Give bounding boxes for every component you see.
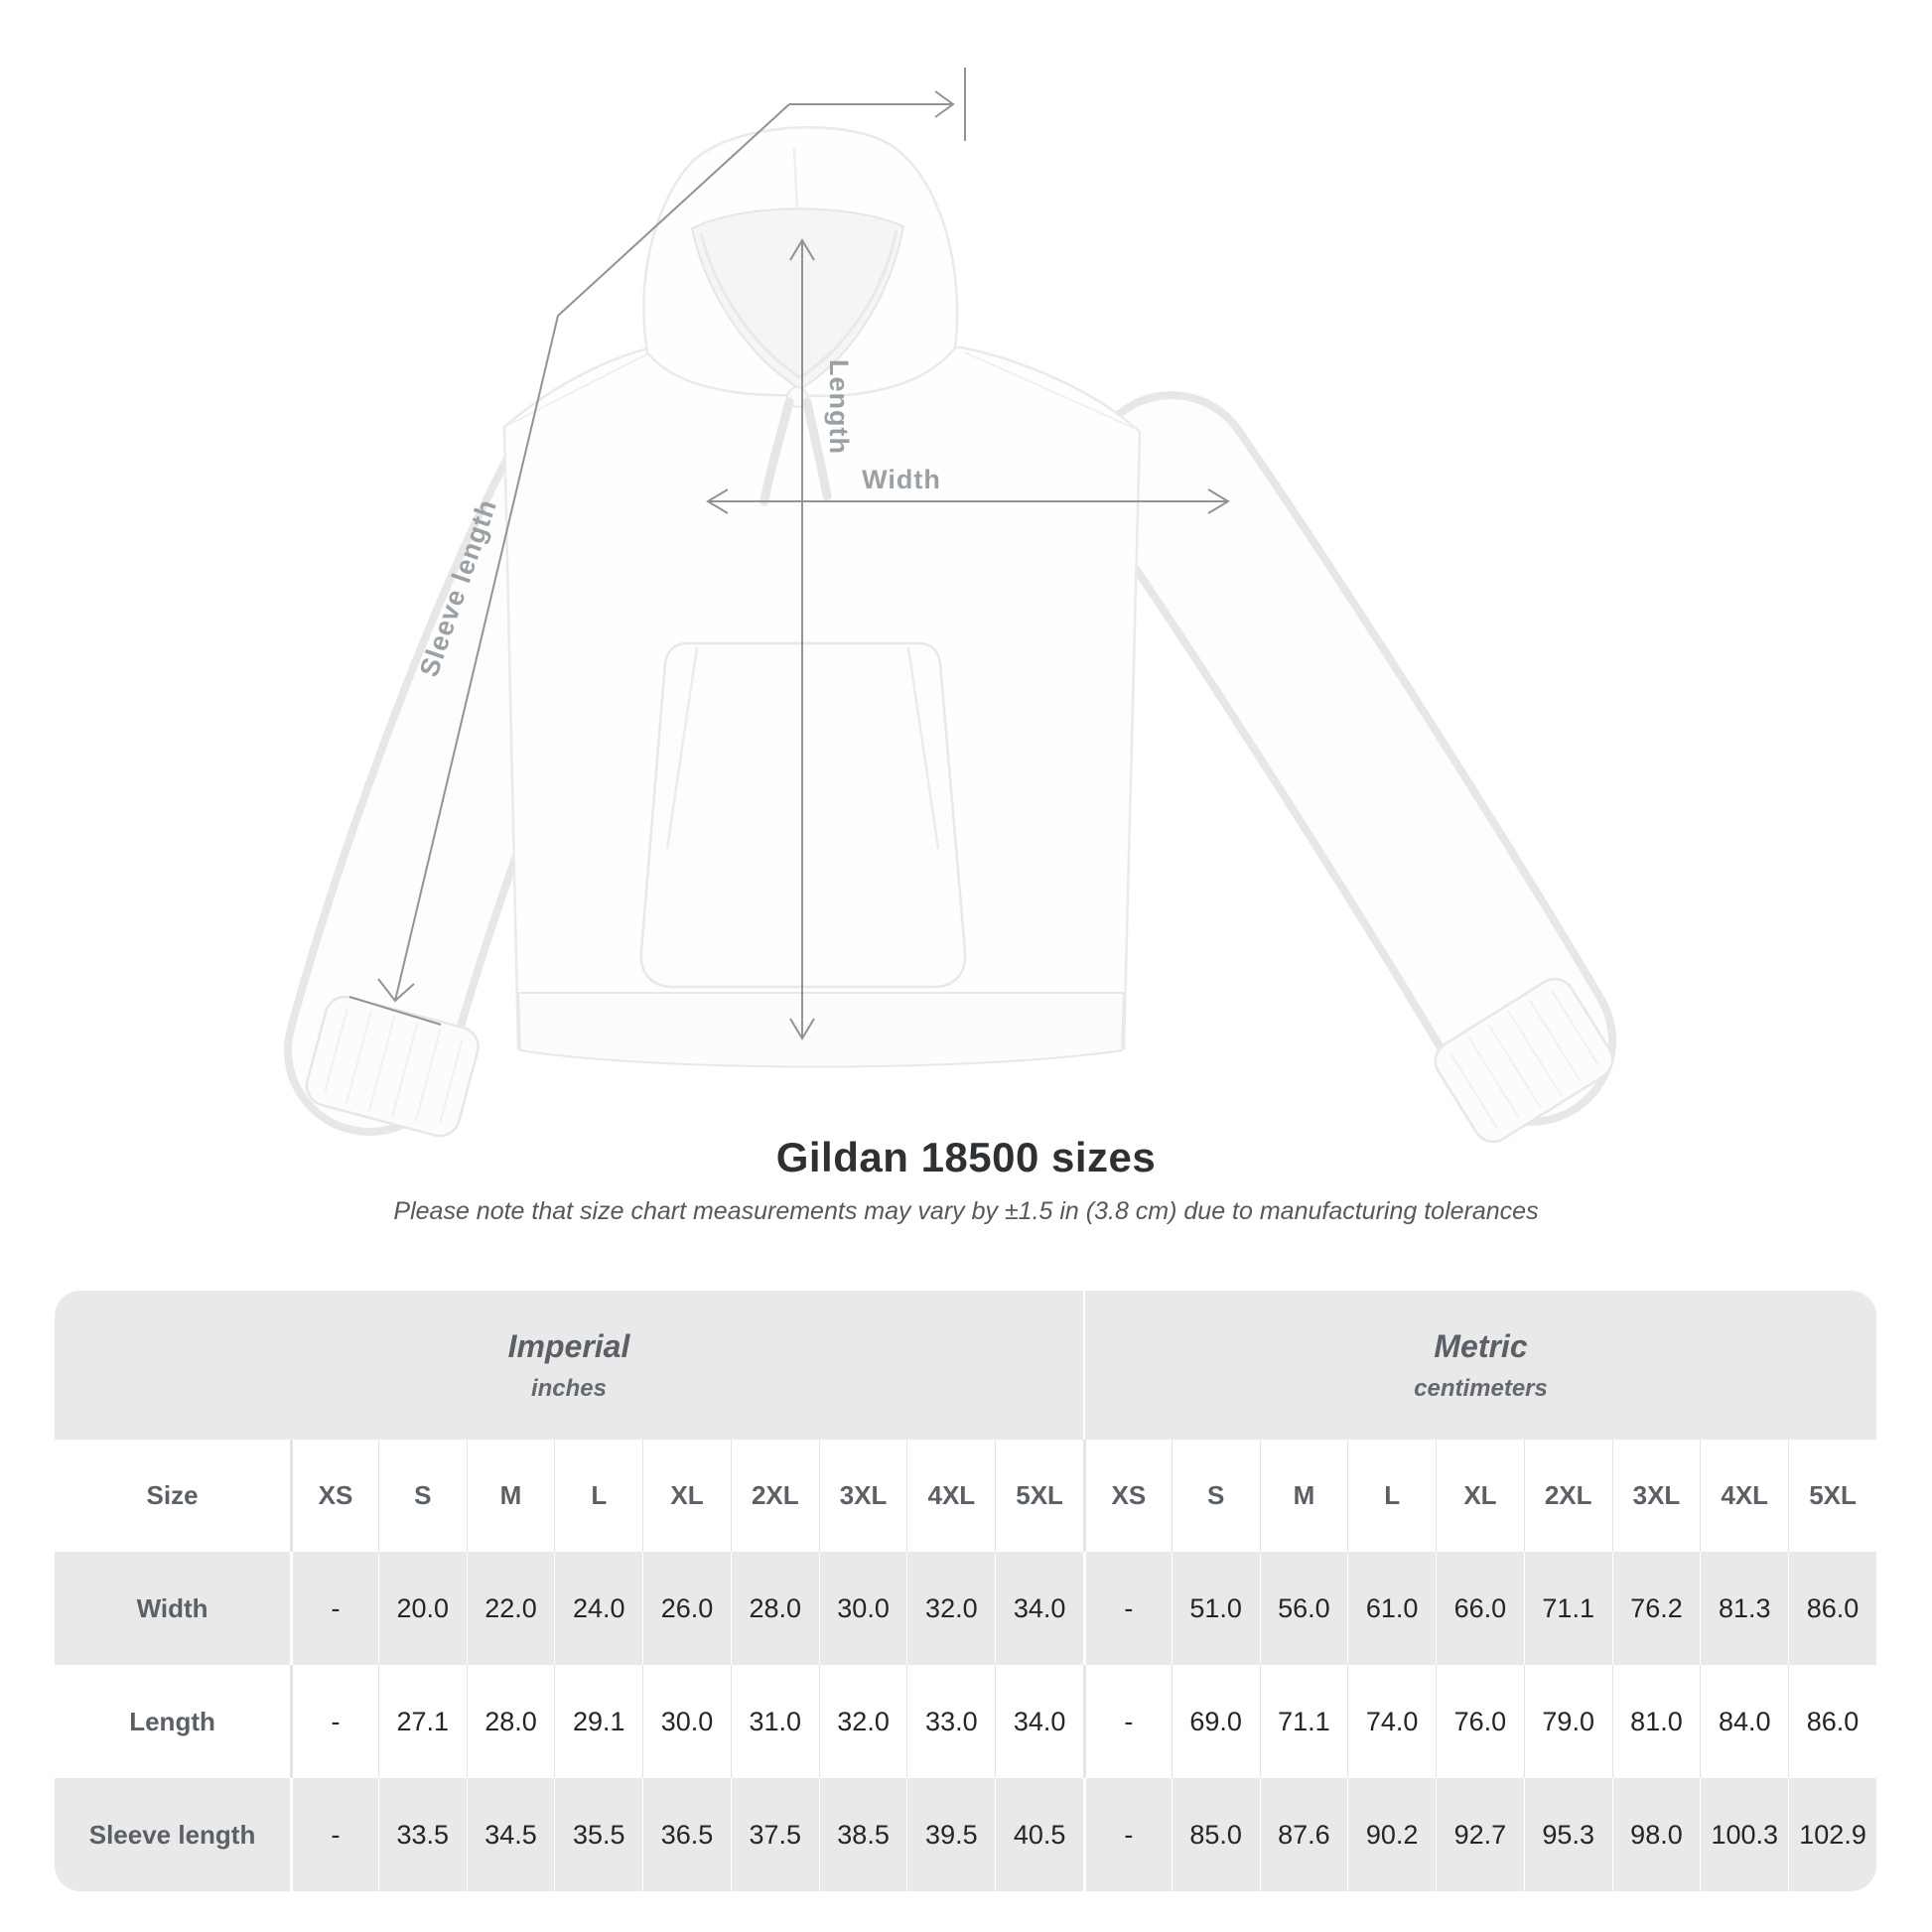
value-cell: 33.0 bbox=[906, 1665, 995, 1778]
imperial-units: inches bbox=[530, 1374, 607, 1402]
value-cell: 56.0 bbox=[1260, 1552, 1348, 1665]
value-cell: 66.0 bbox=[1436, 1552, 1524, 1665]
value-cell: 35.5 bbox=[554, 1778, 642, 1891]
value-cell: 28.0 bbox=[467, 1665, 555, 1778]
value-cell: 76.2 bbox=[1612, 1552, 1701, 1665]
value-cell: 30.0 bbox=[642, 1665, 731, 1778]
value-cell: 90.2 bbox=[1347, 1778, 1436, 1891]
value-cell: 29.1 bbox=[554, 1665, 642, 1778]
value-cell: 84.0 bbox=[1700, 1665, 1788, 1778]
value-cell: 22.0 bbox=[467, 1552, 555, 1665]
value-cell: 33.5 bbox=[378, 1778, 467, 1891]
size-header-cell: 3XL bbox=[1612, 1440, 1701, 1552]
width-arrow-label: Width bbox=[862, 465, 941, 494]
size-header-cell: 2XL bbox=[1524, 1440, 1612, 1552]
unit-groups-row bbox=[55, 1291, 1876, 1440]
value-cell: 102.9 bbox=[1788, 1778, 1876, 1891]
value-cell: - bbox=[1083, 1665, 1172, 1778]
size-header-cell: 2XL bbox=[731, 1440, 819, 1552]
value-cell: 76.0 bbox=[1436, 1665, 1524, 1778]
value-cell: - bbox=[1083, 1552, 1172, 1665]
value-cell: 69.0 bbox=[1172, 1665, 1260, 1778]
value-cell: 36.5 bbox=[642, 1778, 731, 1891]
size-header-cell: 4XL bbox=[1700, 1440, 1788, 1552]
value-cell: 81.3 bbox=[1700, 1552, 1788, 1665]
size-header-cell: XS bbox=[290, 1440, 378, 1552]
value-cell: - bbox=[290, 1552, 378, 1665]
metric-group-header bbox=[1083, 1291, 1876, 1440]
size-header-cell: M bbox=[1260, 1440, 1348, 1552]
size-column-header: Size bbox=[55, 1440, 290, 1552]
value-cell: - bbox=[290, 1665, 378, 1778]
value-cell: 86.0 bbox=[1788, 1552, 1876, 1665]
size-table bbox=[55, 1291, 1876, 1891]
metric-label: Metric bbox=[1434, 1327, 1528, 1364]
value-cell: 71.1 bbox=[1260, 1665, 1348, 1778]
size-header-cell: XL bbox=[1436, 1440, 1524, 1552]
size-header-cell: L bbox=[1347, 1440, 1436, 1552]
size-header-cell: XL bbox=[642, 1440, 731, 1552]
size-header-cell: XS bbox=[1083, 1440, 1172, 1552]
value-cell: 30.0 bbox=[819, 1552, 907, 1665]
value-cell: 95.3 bbox=[1524, 1778, 1612, 1891]
size-header-row bbox=[55, 1440, 1876, 1552]
page-title: Gildan 18500 sizes bbox=[775, 1134, 1157, 1180]
value-cell: 20.0 bbox=[378, 1552, 467, 1665]
metric-units: centimeters bbox=[1414, 1374, 1548, 1402]
value-cell: 38.5 bbox=[819, 1778, 907, 1891]
size-header-cell: S bbox=[1172, 1440, 1260, 1552]
size-header-cell: 5XL bbox=[995, 1440, 1083, 1552]
value-cell: 31.0 bbox=[731, 1665, 819, 1778]
sleeve-length-arrow-label: Sleeve length bbox=[413, 494, 503, 681]
value-cell: 85.0 bbox=[1172, 1778, 1260, 1891]
size-header-cell: L bbox=[554, 1440, 642, 1552]
value-cell: 81.0 bbox=[1612, 1665, 1701, 1778]
value-cell: 51.0 bbox=[1172, 1552, 1260, 1665]
imperial-group-header bbox=[55, 1291, 1083, 1440]
value-cell: 27.1 bbox=[378, 1665, 467, 1778]
value-cell: 74.0 bbox=[1347, 1665, 1436, 1778]
table-row-length bbox=[55, 1665, 1876, 1778]
value-cell: 100.3 bbox=[1700, 1778, 1788, 1891]
value-cell: 87.6 bbox=[1260, 1778, 1348, 1891]
value-cell: 71.1 bbox=[1524, 1552, 1612, 1665]
value-cell: 34.5 bbox=[467, 1778, 555, 1891]
imperial-label: Imperial bbox=[507, 1327, 630, 1364]
hoodie-hem bbox=[518, 993, 1124, 1067]
value-cell: - bbox=[290, 1778, 378, 1891]
value-cell: 37.5 bbox=[731, 1778, 819, 1891]
size-header-cell: 5XL bbox=[1788, 1440, 1876, 1552]
value-cell: 24.0 bbox=[554, 1552, 642, 1665]
value-cell: 39.5 bbox=[906, 1778, 995, 1891]
value-cell: 79.0 bbox=[1524, 1665, 1612, 1778]
measure-label: Sleeve length bbox=[55, 1778, 290, 1891]
value-cell: 86.0 bbox=[1788, 1665, 1876, 1778]
value-cell: 61.0 bbox=[1347, 1552, 1436, 1665]
value-cell: 34.0 bbox=[995, 1665, 1083, 1778]
size-header-cell: M bbox=[467, 1440, 555, 1552]
value-cell: 28.0 bbox=[731, 1552, 819, 1665]
heading-block bbox=[0, 1134, 1932, 1226]
value-cell: 26.0 bbox=[642, 1552, 731, 1665]
size-header-cell: 4XL bbox=[906, 1440, 995, 1552]
value-cell: 34.0 bbox=[995, 1552, 1083, 1665]
measure-label: Length bbox=[55, 1665, 290, 1778]
value-cell: 98.0 bbox=[1612, 1778, 1701, 1891]
value-cell: 32.0 bbox=[819, 1665, 907, 1778]
table-row-sleeve-length bbox=[55, 1778, 1876, 1891]
value-cell: 92.7 bbox=[1436, 1778, 1524, 1891]
value-cell: 40.5 bbox=[995, 1778, 1083, 1891]
table-row-width bbox=[55, 1552, 1876, 1665]
length-arrow-label: Length bbox=[824, 359, 854, 455]
size-header-cell: 3XL bbox=[819, 1440, 907, 1552]
value-cell: - bbox=[1083, 1778, 1172, 1891]
measure-label: Width bbox=[55, 1552, 290, 1665]
page-subtitle: Please note that size chart measurements may vary by ±1.5 in (3.8 cm) due to manufacturing tolerances bbox=[393, 1197, 1539, 1225]
value-cell: 32.0 bbox=[906, 1552, 995, 1665]
size-header-cell: S bbox=[378, 1440, 467, 1552]
